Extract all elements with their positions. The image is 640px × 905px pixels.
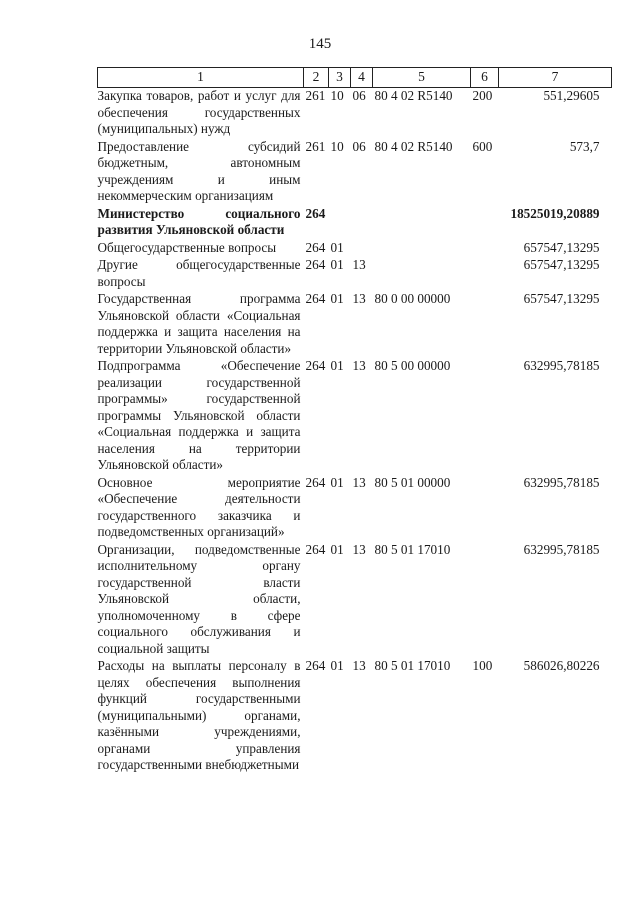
- row-target-article: 80 4 02 R5140: [374, 138, 453, 154]
- table-row: [98, 358, 612, 475]
- table-row: [98, 542, 612, 659]
- table-row: [98, 139, 612, 206]
- row-section: 01: [330, 291, 344, 306]
- row-name: Государственная программа Ульяновской области «Социальная поддержка и защита населения на территории Ульяновской области»: [97, 291, 301, 356]
- row-name: Организации, подведомственные исполнительному органу государственной власти Ульяновской области, уполномоченному в сфере социального обслуживания и социальной защиты: [97, 541, 301, 656]
- row-admin-code: 264: [305, 257, 326, 272]
- row-target-article: 80 5 01 17010: [374, 541, 451, 557]
- row-subsection: 13: [352, 257, 366, 272]
- header-col-4: 4: [351, 68, 373, 88]
- row-section: 01: [330, 358, 344, 373]
- row-name: Другие общегосударственные вопросы: [97, 257, 301, 289]
- row-amount: 551,29605: [543, 88, 600, 103]
- table-row: [98, 206, 612, 240]
- row-name: Министерство социального развития Ульяновской области: [97, 205, 301, 237]
- row-amount: 586026,80226: [523, 658, 600, 673]
- row-admin-code: 264: [305, 291, 326, 306]
- row-amount: 657547,13295: [523, 257, 600, 272]
- row-name: Основное мероприятие «Обеспечение деятельности государственного заказчика и подведомственных организаций»: [97, 474, 301, 539]
- header-col-3: 3: [329, 68, 351, 88]
- table-header: [98, 68, 612, 88]
- row-target-article: [373, 206, 471, 240]
- row-section: [329, 206, 351, 240]
- header-col-6: 6: [471, 68, 499, 88]
- row-subsection: 13: [352, 658, 366, 673]
- row-expense-type: [471, 358, 499, 475]
- row-subsection: [351, 206, 373, 240]
- row-section: 01: [330, 257, 344, 272]
- row-amount: 657547,13295: [523, 291, 600, 306]
- row-admin-code: 264: [305, 541, 326, 557]
- row-admin-code: 264: [305, 239, 326, 255]
- row-target-article: 80 0 00 00000: [374, 291, 451, 306]
- row-amount: 573,7: [569, 138, 600, 154]
- row-target-article: 80 4 02 R5140: [374, 88, 453, 103]
- row-expense-type: [471, 206, 499, 240]
- row-name: Подпрограмма «Обеспечение реализации государственной программы» государственной программы Ульяновской области «Социальная поддержка и защита населения на территории Ульяновской области»: [97, 358, 301, 472]
- row-admin-code: 264: [305, 358, 326, 373]
- row-section: 10: [330, 138, 344, 154]
- row-target-article: [373, 240, 471, 258]
- table-row: [98, 658, 612, 775]
- row-target-article: 80 5 01 00000: [374, 474, 451, 490]
- row-section: 01: [330, 658, 344, 673]
- row-section: 01: [330, 474, 344, 490]
- row-expense-type: [471, 257, 499, 291]
- row-subsection: 13: [352, 291, 366, 306]
- budget-table: [97, 67, 612, 775]
- row-amount: 18525019,20889: [510, 205, 600, 221]
- table-row: [98, 88, 612, 139]
- row-expense-type: 600: [472, 138, 493, 154]
- row-admin-code: 261: [305, 138, 326, 154]
- row-expense-type: [471, 291, 499, 358]
- row-admin-code: 264: [305, 474, 326, 490]
- row-amount: 632995,78185: [523, 541, 600, 557]
- table-body: [98, 88, 612, 775]
- row-target-article: 80 5 01 17010: [374, 658, 451, 673]
- header-col-1: 1: [98, 68, 304, 88]
- header-col-2: 2: [304, 68, 329, 88]
- row-name: Закупка товаров, работ и услуг для обеспечения государственных (муниципальных) нужд: [97, 88, 301, 136]
- row-name: Общегосударственные вопросы: [97, 239, 277, 255]
- row-section: 10: [330, 88, 344, 103]
- row-name: Расходы на выплаты персоналу в целях обеспечения выполнения функций государственными (муниципальными) органами, казёнными учреждениями, органами управления государственными внебюджетными: [97, 658, 301, 772]
- table-row: [98, 240, 612, 258]
- row-expense-type: 100: [472, 658, 493, 673]
- row-subsection: 13: [352, 541, 366, 557]
- row-amount: 657547,13295: [523, 239, 600, 255]
- row-subsection: 13: [352, 474, 366, 490]
- header-col-7: 7: [499, 68, 612, 88]
- row-name: Предоставление субсидий бюджетным, автономным учреждениям и иным некоммерческим организациям: [97, 138, 301, 203]
- row-subsection: 13: [352, 358, 366, 373]
- row-target-article: [373, 257, 471, 291]
- row-expense-type: [471, 240, 499, 258]
- page-number: 145: [308, 36, 332, 52]
- row-amount: 632995,78185: [523, 358, 600, 373]
- row-admin-code: 264: [305, 658, 326, 673]
- row-subsection: 06: [352, 88, 366, 103]
- row-section: 01: [330, 239, 344, 255]
- table-row: [98, 291, 612, 358]
- row-section: 01: [330, 541, 344, 557]
- row-admin-code: 261: [305, 88, 326, 103]
- table-row: [98, 257, 612, 291]
- row-expense-type: [471, 475, 499, 542]
- row-admin-code: 264: [305, 205, 326, 221]
- row-subsection: [351, 240, 373, 258]
- row-expense-type: [471, 542, 499, 659]
- row-target-article: 80 5 00 00000: [374, 358, 451, 373]
- row-subsection: 06: [352, 138, 366, 154]
- row-amount: 632995,78185: [523, 474, 600, 490]
- table-row: [98, 475, 612, 542]
- header-col-5: 5: [373, 68, 471, 88]
- row-expense-type: 200: [472, 88, 493, 103]
